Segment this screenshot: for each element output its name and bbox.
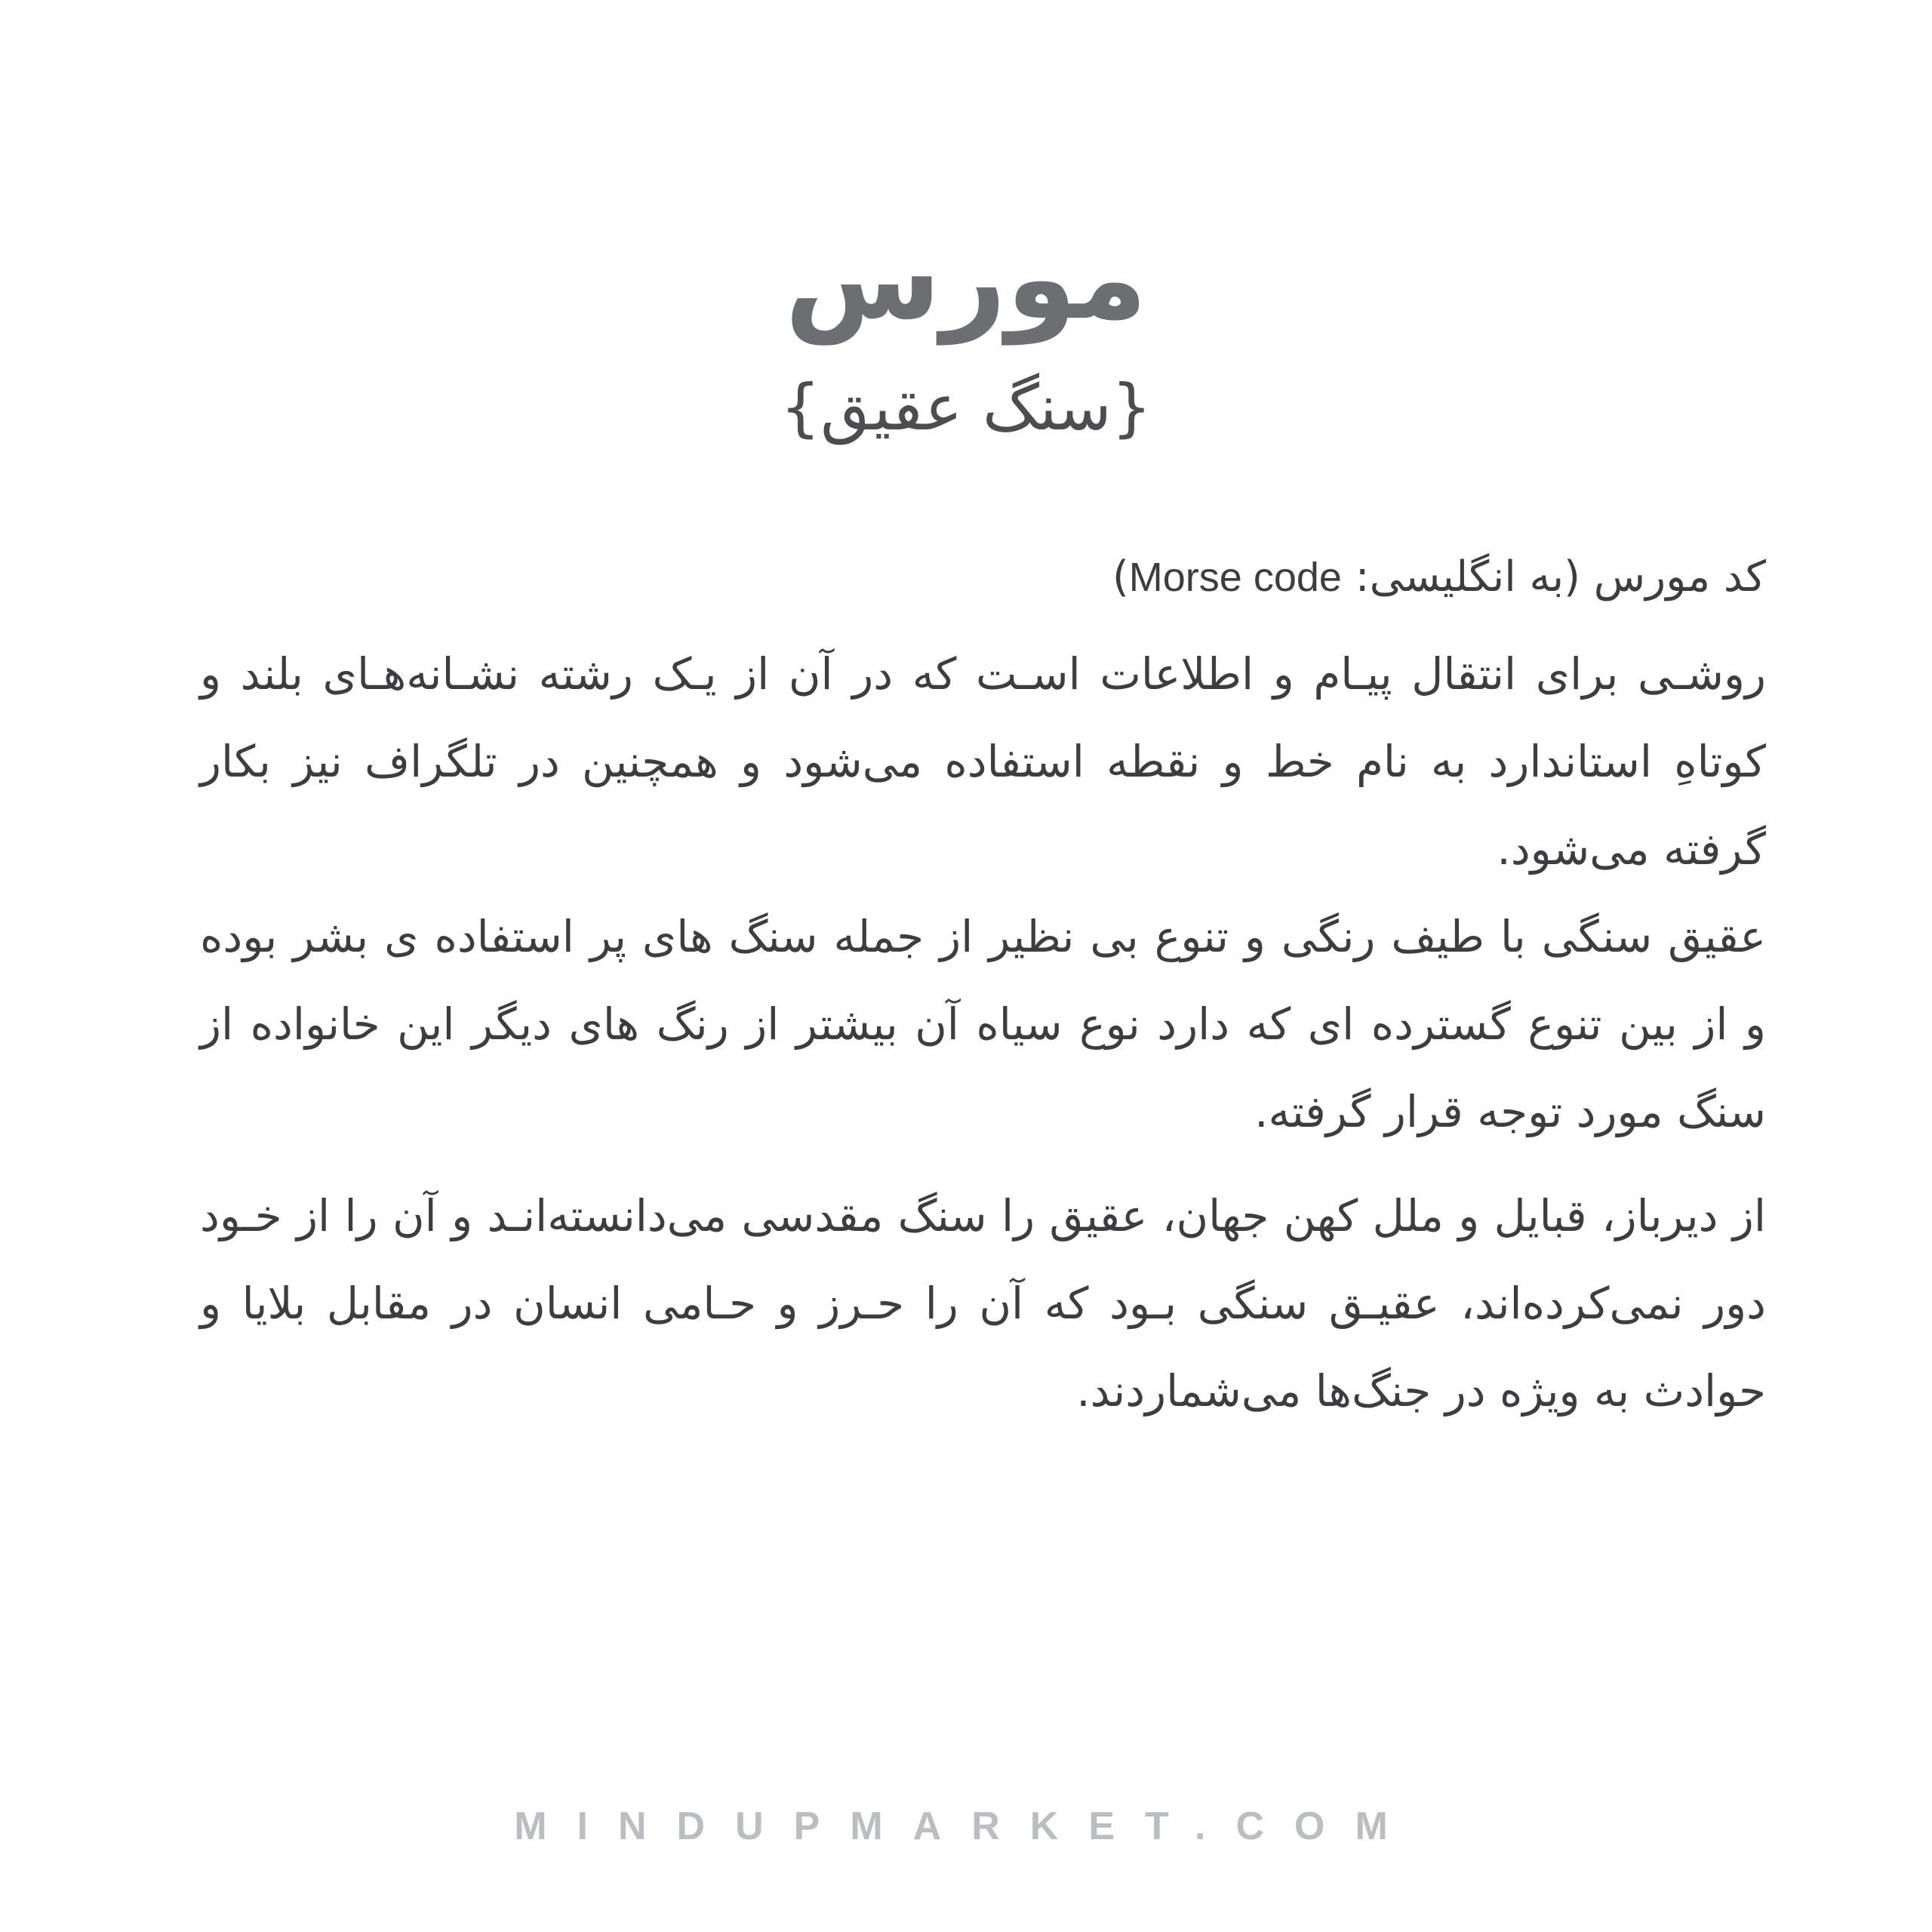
paragraph-agate-description: عقیق سنگی با طیف رنگی و تنوع بی نظیر از جمله سنگ های پر استفاده ی بشر بوده و از بین تنوع گسترده ای که دارد نوع سیاه آن بیشتر از رنگ های دیگر این خانواده از سنگ مورد توجه قرار گرفته. xyxy=(200,911,1766,1137)
intro-prefix: کد مورس (به انگلیسی: xyxy=(1341,552,1766,601)
paragraph-morse-definition: روشـی برای انتقال پیـام و اطلاعات اسـت که در آن از یـک رشته نشـانه‌هـای بلند و کوتاهِ استاندارد به نام خط و نقطه استفاده می‌شود و همچنین در تلگراف نیز بکار گرفته می‌شود. xyxy=(200,648,1766,875)
intro-line xyxy=(200,540,1766,615)
paragraph-agate-history: از دیرباز، قبایل و ملل کهن جهان، عقیق را سنگ مقدسی می‌دانسته‌انـد و آن را از خـود دور نمی‌کرده‌اند، عقیـق سنگی بـود که آن را حـرز و حـامی انسان در مقابل بلایا و حوادث به ویژه در جنگ‌ها می‌شماردند. xyxy=(200,1190,1766,1417)
article-body xyxy=(200,540,1766,1435)
page-title: مورس xyxy=(784,214,1148,345)
intro-suffix: ) xyxy=(1112,552,1129,601)
intro-english-term: Morse code xyxy=(1128,555,1342,600)
page-subtitle: {سنگ عقیق} xyxy=(780,371,1152,445)
footer-brand: MINDUPMARKET.COM xyxy=(514,1804,1418,1848)
